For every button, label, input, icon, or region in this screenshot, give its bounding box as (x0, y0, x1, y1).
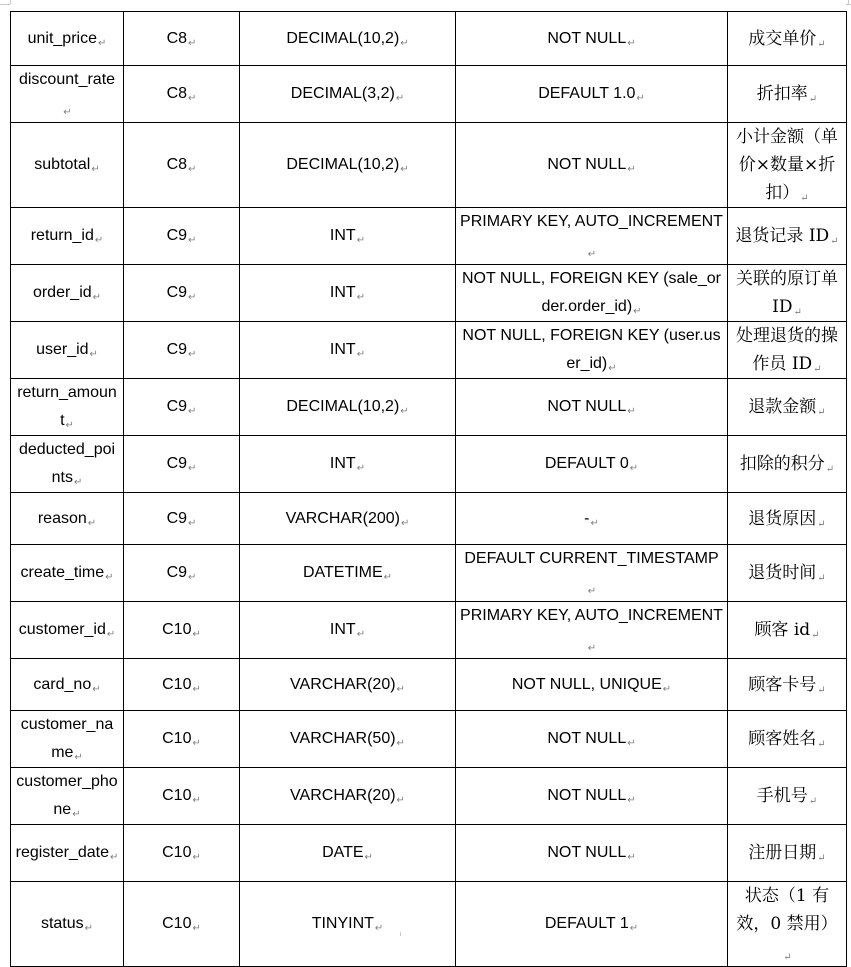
table-code-cell (124, 123, 240, 208)
description-cell (728, 379, 847, 436)
table-code-text: C9 (166, 509, 188, 527)
paragraph-mark-icon: ↵ (587, 586, 597, 597)
table-code-text: C9 (166, 564, 188, 581)
constraint-cell (456, 436, 728, 493)
table-row (11, 659, 847, 711)
paragraph-mark-icon: ↵ (808, 94, 818, 105)
data-type-cell (240, 322, 456, 379)
data-type-cell (240, 436, 456, 493)
description-text: 关联的原订单 ID (736, 269, 838, 317)
field-name-cell (11, 265, 124, 322)
margin-guide-left (10, 0, 11, 4)
table-row (11, 265, 847, 322)
paragraph-mark-icon: ↵ (356, 235, 366, 246)
paragraph-mark-icon: ↵ (92, 683, 101, 695)
constraint-cell (456, 659, 728, 711)
paragraph-mark-icon: ↵ (188, 164, 197, 175)
description-text: 扣除的积分 (739, 454, 825, 474)
data-type-cell (240, 123, 456, 208)
description-cell (728, 265, 847, 322)
data-type-text: INT (329, 621, 356, 638)
table-code-text: C9 (166, 455, 188, 472)
table-code-text: C9 (166, 398, 188, 415)
paragraph-mark-icon: ↵ (188, 93, 197, 104)
table-code-cell (124, 545, 240, 602)
margin-guide-top (0, 4, 10, 5)
paragraph-mark-icon: ↵ (800, 193, 809, 204)
data-type-text: DECIMAL(3,2) (290, 85, 395, 102)
constraint-text: NOT NULL (547, 787, 627, 804)
table-row (11, 123, 847, 208)
paragraph-mark-icon: ↵ (87, 517, 97, 529)
table-row (11, 66, 847, 123)
constraint-cell (456, 882, 728, 967)
table-code-cell (124, 659, 240, 711)
constraint-cell (456, 379, 728, 436)
paragraph-mark-icon: ↵ (817, 573, 826, 584)
field-name-text: reason (37, 509, 87, 527)
description-cell (728, 12, 847, 66)
description-cell (728, 208, 847, 265)
paragraph-mark-icon: ↵ (73, 477, 83, 488)
table-code-cell (124, 379, 240, 436)
constraint-text: NOT NULL (547, 156, 627, 173)
paragraph-mark-icon: ↵ (356, 463, 366, 474)
paragraph-mark-icon: ↵ (110, 852, 119, 863)
paragraph-mark-icon: ↵ (374, 923, 384, 934)
paragraph-mark-icon: ↵ (188, 292, 197, 303)
table-code-cell (124, 66, 240, 123)
paragraph-mark-icon: ↵ (627, 852, 636, 863)
field-name-cell (11, 493, 124, 545)
paragraph-mark-icon: ↵ (188, 37, 197, 49)
field-name-text: card_no (33, 675, 92, 693)
constraint-text: NOT NULL (547, 398, 627, 415)
table-row (11, 545, 847, 602)
field-name-cell (11, 882, 124, 967)
constraint-text: - (584, 509, 590, 527)
paragraph-mark-icon: ↵ (400, 406, 409, 417)
data-type-cell (240, 882, 456, 967)
field-name-text: subtotal (34, 156, 91, 173)
data-type-text: DECIMAL(10,2) (286, 29, 400, 47)
paragraph-mark-icon: ↵ (627, 738, 636, 749)
paragraph-mark-icon: ↵ (65, 420, 74, 431)
description-text: 折扣率 (756, 84, 808, 104)
field-name-cell (11, 123, 124, 208)
paragraph-mark-icon: ↵ (188, 517, 197, 529)
field-name-cell (11, 436, 124, 493)
constraint-cell (456, 602, 728, 659)
data-type-text: INT (329, 341, 356, 358)
paragraph-mark-icon: ↵ (106, 629, 116, 640)
paragraph-mark-icon: ↵ (364, 852, 373, 863)
constraint-text: PRIMARY KEY, AUTO_INCREMENT (460, 607, 723, 624)
constraint-cell (456, 66, 728, 123)
data-type-text: VARCHAR(50) (290, 730, 396, 747)
table-code-text: C9 (166, 284, 188, 301)
constraint-cell (456, 711, 728, 768)
description-text: 顾客 id (754, 620, 811, 640)
paragraph-mark-icon: ↵ (627, 795, 636, 806)
field-name-text: customer_name (20, 716, 114, 761)
table-code-cell (124, 493, 240, 545)
paragraph-mark-icon: ↵ (192, 683, 201, 695)
paragraph-mark-icon: ↵ (74, 752, 83, 763)
constraint-cell (456, 265, 728, 322)
description-text: 注册日期 (748, 843, 817, 863)
paragraph-mark-icon: ↵ (627, 37, 636, 49)
constraint-cell (456, 825, 728, 882)
field-name-cell (11, 825, 124, 882)
paragraph-mark-icon: ↵ (825, 464, 835, 475)
field-name-text: customer_phone (16, 773, 118, 818)
paragraph-mark-icon: ↵ (72, 809, 81, 820)
description-text: 顾客姓名 (748, 729, 817, 749)
table-code-text: C10 (162, 730, 192, 747)
margin-guide-right (848, 0, 849, 4)
description-cell (728, 711, 847, 768)
paragraph-mark-icon: ↵ (396, 738, 405, 749)
paragraph-mark-icon: ↵ (188, 349, 197, 360)
description-cell (728, 882, 847, 967)
field-name-text: register_date (15, 844, 109, 861)
table-code-cell (124, 208, 240, 265)
table-row (11, 825, 847, 882)
paragraph-mark-icon: ↵ (396, 683, 405, 695)
data-type-text: VARCHAR(20) (290, 787, 396, 804)
paragraph-mark-icon: ↵ (587, 643, 597, 654)
paragraph-mark-icon: ↵ (830, 236, 839, 247)
description-cell (728, 545, 847, 602)
paragraph-mark-icon: ↵ (400, 37, 409, 49)
table-row (11, 882, 847, 967)
description-text: 处理退货的操作员 ID (736, 326, 838, 374)
constraint-text: NOT NULL (547, 29, 627, 47)
data-type-cell (240, 208, 456, 265)
constraint-cell (456, 123, 728, 208)
paragraph-mark-icon: ↵ (188, 572, 197, 583)
field-definition-table (10, 11, 847, 967)
paragraph-mark-icon: ↵ (192, 629, 201, 640)
description-text: 退货记录 ID (735, 226, 830, 246)
constraint-text: NOT NULL (547, 730, 627, 747)
table-code-cell (124, 882, 240, 967)
paragraph-mark-icon: ↵ (94, 235, 104, 246)
paragraph-mark-icon: ↵ (356, 349, 366, 360)
margin-guide-right-top (846, 4, 851, 5)
description-cell (728, 602, 847, 659)
table-row (11, 602, 847, 659)
description-text: 退货时间 (748, 563, 817, 583)
paragraph-mark-icon: ↵ (91, 164, 100, 175)
table-code-text: C8 (166, 156, 188, 173)
data-type-cell (240, 12, 456, 66)
field-name-cell (11, 66, 124, 123)
field-name-cell (11, 768, 124, 825)
data-type-text: DATETIME (302, 564, 383, 581)
description-cell (728, 322, 847, 379)
table-row (11, 322, 847, 379)
constraint-cell (456, 545, 728, 602)
paragraph-mark-icon: ↵ (192, 738, 201, 749)
table-code-cell (124, 436, 240, 493)
constraint-cell (456, 322, 728, 379)
data-type-cell (240, 493, 456, 545)
description-cell (728, 66, 847, 123)
constraint-text: NOT NULL, FOREIGN KEY (sale_order.order_id) (461, 270, 722, 315)
description-text: 成交单价 (748, 28, 817, 49)
data-type-cell (240, 265, 456, 322)
paragraph-mark-icon: ↵ (817, 407, 826, 418)
constraint-text: DEFAULT CURRENT_TIMESTAMP (464, 550, 719, 567)
constraint-text: DEFAULT 1.0 (538, 85, 636, 102)
data-type-text: DECIMAL(10,2) (286, 398, 400, 415)
field-name-text: status (40, 915, 84, 932)
table-code-cell (124, 12, 240, 66)
field-name-text: order_id (32, 284, 92, 301)
paragraph-mark-icon: ↵ (356, 629, 366, 640)
paragraph-mark-icon: ↵ (811, 630, 820, 641)
constraint-text: DEFAULT 0 (544, 455, 629, 472)
paragraph-mark-icon: ↵ (808, 796, 818, 807)
description-text: 退货原因 (748, 508, 817, 529)
description-cell (728, 123, 847, 208)
data-type-cell (240, 768, 456, 825)
paragraph-mark-icon: ↵ (636, 93, 645, 104)
table-code-text: C8 (166, 29, 188, 47)
table-row (11, 768, 847, 825)
data-type-text: DECIMAL(10,2) (286, 156, 400, 173)
constraint-cell (456, 12, 728, 66)
constraint-text: NOT NULL, FOREIGN KEY (user.user_id) (462, 327, 721, 372)
paragraph-mark-icon: ↵ (188, 406, 197, 417)
field-name-cell (11, 711, 124, 768)
paragraph-mark-icon: ↵ (356, 292, 366, 303)
field-name-cell (11, 322, 124, 379)
field-name-text: customer_id (18, 621, 106, 638)
paragraph-mark-icon: ↵ (400, 164, 409, 175)
paragraph-mark-icon: ↵ (793, 307, 802, 318)
description-cell (728, 493, 847, 545)
constraint-text: NOT NULL (547, 844, 627, 861)
table-code-text: C10 (162, 915, 192, 932)
field-name-text: create_time (20, 564, 105, 581)
description-cell (728, 768, 847, 825)
paragraph-mark-icon: ↵ (629, 463, 639, 474)
description-cell (728, 825, 847, 882)
table-row (11, 12, 847, 66)
paragraph-mark-icon: ↵ (396, 795, 405, 806)
paragraph-mark-icon: ↵ (608, 363, 617, 374)
paragraph-mark-icon: ↵ (188, 235, 197, 246)
data-type-text: INT (329, 284, 356, 301)
table-code-text: C10 (162, 787, 192, 804)
data-type-cell (240, 825, 456, 882)
data-type-text: TINYINT (311, 915, 374, 932)
constraint-cell (456, 493, 728, 545)
table-code-cell (124, 825, 240, 882)
data-type-cell (240, 602, 456, 659)
paragraph-mark-icon: ↵ (105, 572, 114, 583)
table-code-text: C9 (166, 227, 188, 244)
field-name-text: user_id (36, 341, 89, 358)
table-code-cell (124, 602, 240, 659)
field-name-text: discount_rate (18, 71, 116, 88)
paragraph-mark-icon: ↵ (590, 517, 599, 529)
paragraph-mark-icon: ↵ (192, 795, 201, 806)
description-text: 手机号 (756, 786, 808, 806)
paragraph-mark-icon: ↵ (383, 572, 393, 583)
table-row (11, 493, 847, 545)
data-type-text: VARCHAR(200) (285, 509, 400, 527)
field-name-text: return_amount (17, 384, 117, 429)
data-type-cell (240, 66, 456, 123)
data-type-cell (240, 711, 456, 768)
constraint-cell (456, 768, 728, 825)
description-cell (728, 659, 847, 711)
paragraph-mark-icon: ↵ (97, 37, 107, 49)
description-text: 顾客卡号 (748, 674, 817, 695)
paragraph-mark-icon: ↵ (192, 923, 201, 934)
field-name-text: deducted_points (18, 441, 116, 486)
data-type-cell (240, 545, 456, 602)
table-code-text: C10 (162, 675, 192, 693)
paragraph-mark-icon: ↵ (813, 364, 822, 375)
paragraph-mark-icon: ↵ (401, 517, 410, 529)
table-code-cell (124, 711, 240, 768)
paragraph-mark-icon: ↵ (817, 684, 826, 696)
table-code-text: C9 (166, 341, 188, 358)
table-code-cell (124, 768, 240, 825)
table-code-text: C8 (166, 85, 188, 102)
field-name-cell (11, 659, 124, 711)
table-code-cell (124, 322, 240, 379)
paragraph-mark-icon: ↵ (633, 306, 642, 317)
constraint-text: PRIMARY KEY, AUTO_INCREMENT (460, 213, 723, 230)
paragraph-mark-icon: ↵ (662, 683, 672, 695)
paragraph-mark-icon: ↵ (395, 93, 405, 104)
field-name-cell (11, 379, 124, 436)
paragraph-mark-icon: ↵ (92, 292, 102, 303)
paragraph-mark-icon: ↵ (817, 853, 826, 864)
paragraph-mark-icon: ↵ (627, 164, 636, 175)
constraint-text: DEFAULT 1 (544, 915, 629, 932)
paragraph-mark-icon: ↵ (629, 923, 639, 934)
paragraph-mark-icon: ↵ (627, 406, 636, 417)
paragraph-mark-icon: ↵ (192, 852, 201, 863)
data-type-cell (240, 379, 456, 436)
description-text: 退款金额 (748, 397, 817, 417)
table-code-text: C10 (162, 844, 192, 861)
data-type-text: VARCHAR(20) (290, 675, 396, 693)
field-name-cell (11, 208, 124, 265)
data-type-text: DATE (322, 844, 364, 861)
paragraph-mark-icon: ↵ (84, 923, 94, 934)
paragraph-mark-icon: ↵ (587, 249, 597, 260)
table-row (11, 208, 847, 265)
paragraph-mark-icon: ↵ (817, 518, 826, 530)
constraint-text: NOT NULL, UNIQUE (511, 675, 662, 693)
table-body (11, 12, 847, 967)
description-text: 状态（1 有效，0 禁用） (736, 886, 838, 934)
description-text: 小计金额（单价×数量×折扣） (736, 127, 838, 203)
table-row (11, 436, 847, 493)
paragraph-mark-icon: ↵ (817, 739, 826, 750)
paragraph-mark-icon: ↵ (817, 38, 826, 50)
field-name-cell (11, 602, 124, 659)
field-name-cell (11, 545, 124, 602)
table-row (11, 711, 847, 768)
data-type-cell (240, 659, 456, 711)
field-name-text: return_id (30, 227, 94, 244)
paragraph-mark-icon: ↵ (89, 349, 98, 360)
paragraph-mark-icon: ↵ (188, 463, 197, 474)
description-cell (728, 436, 847, 493)
field-name-cell (11, 12, 124, 66)
table-row (11, 379, 847, 436)
paragraph-mark-icon: ↵ (63, 107, 72, 118)
data-type-text: INT (329, 455, 356, 472)
table-code-cell (124, 265, 240, 322)
field-name-text: unit_price (27, 29, 97, 47)
constraint-cell (456, 208, 728, 265)
data-type-text: INT (329, 227, 356, 244)
table-code-text: C10 (162, 621, 192, 638)
paragraph-mark-icon: ↵ (783, 952, 792, 963)
